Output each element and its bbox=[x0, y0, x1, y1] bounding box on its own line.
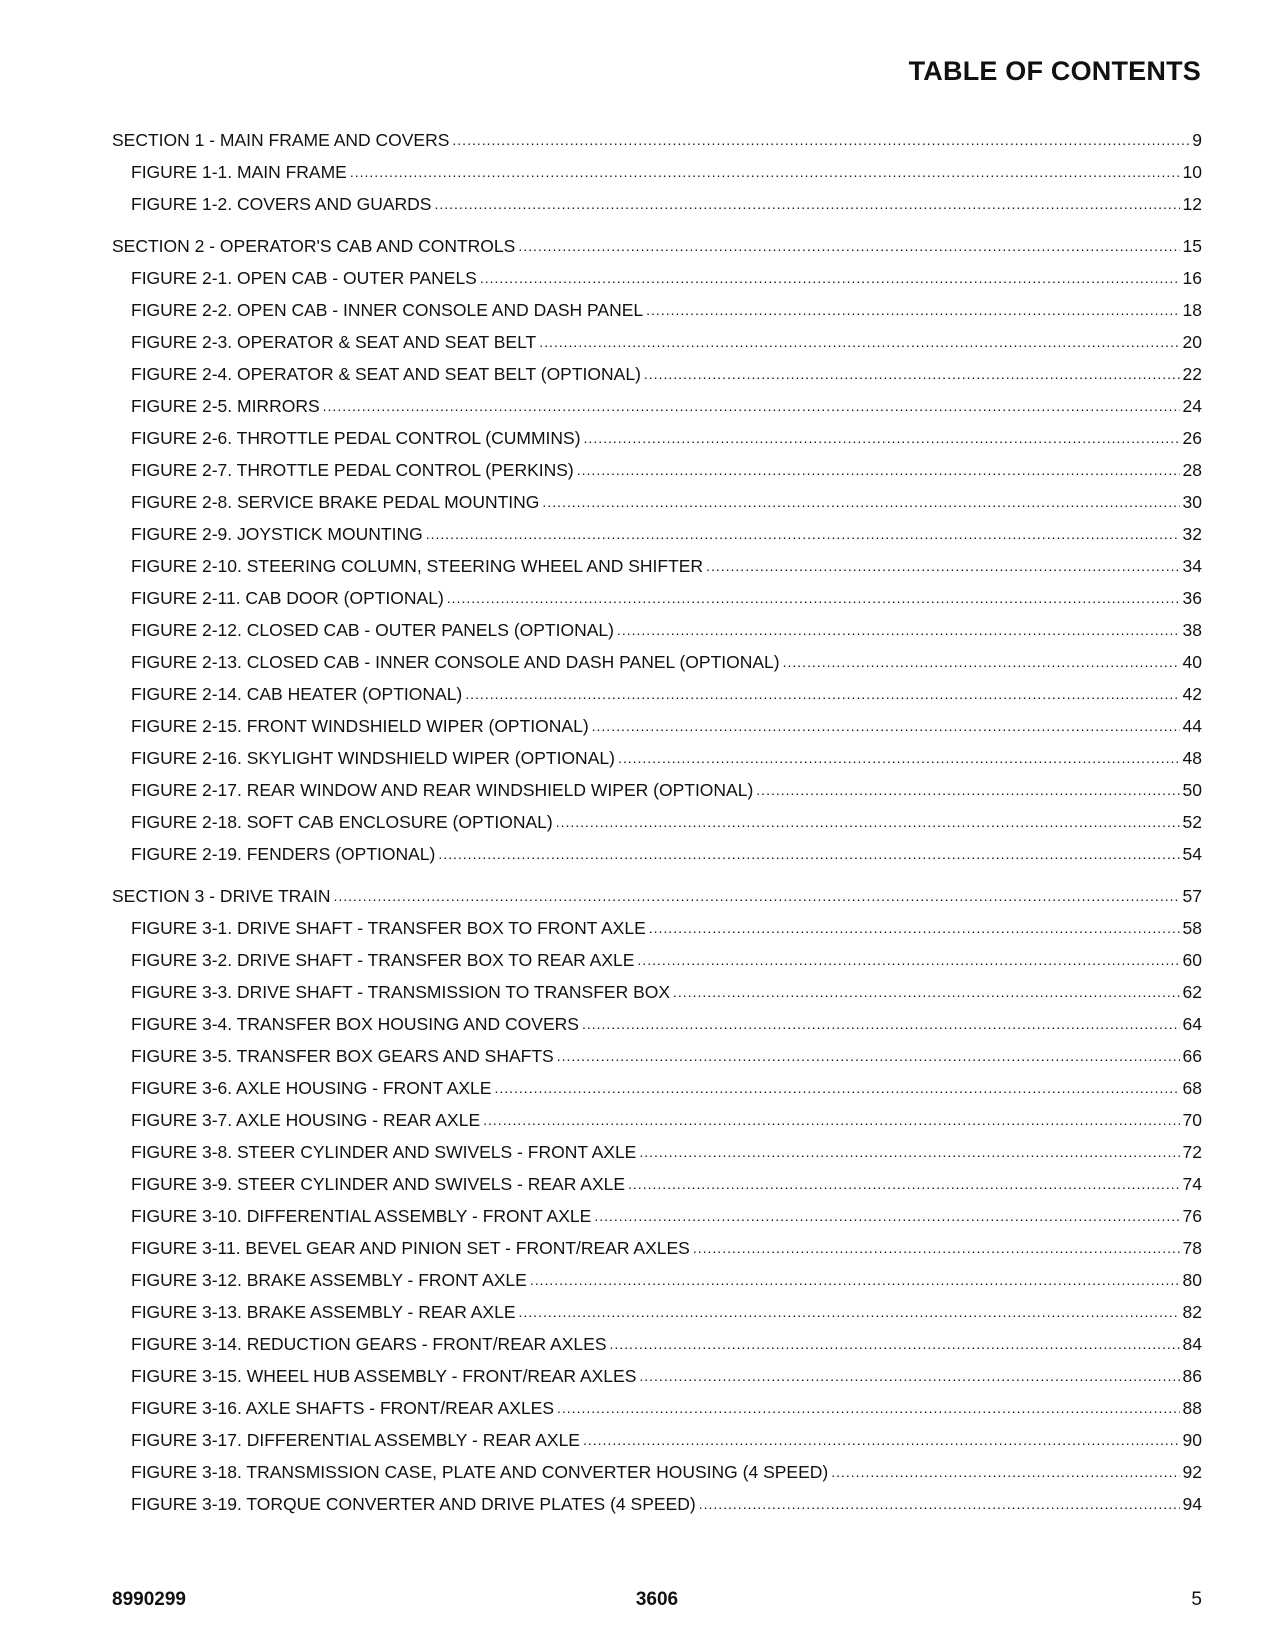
toc-entry-page: 90 bbox=[1182, 1430, 1202, 1450]
dot-leader bbox=[542, 491, 1179, 512]
toc-figure-entry[interactable] bbox=[112, 812, 1202, 844]
toc-entry-label: FIGURE 2-4. OPERATOR & SEAT AND SEAT BELT (OPTIONAL) bbox=[131, 364, 641, 384]
toc-entry-label: FIGURE 3-13. BRAKE ASSEMBLY - REAR AXLE bbox=[131, 1302, 516, 1322]
toc-entry-page: 18 bbox=[1182, 300, 1202, 320]
toc-entry-label: FIGURE 2-13. CLOSED CAB - INNER CONSOLE AND DASH PANEL (OPTIONAL) bbox=[131, 652, 780, 672]
dot-leader bbox=[452, 129, 1189, 150]
toc-figure-entry[interactable] bbox=[112, 396, 1202, 428]
toc-entry-page: 28 bbox=[1182, 460, 1202, 480]
toc-entry-label: FIGURE 2-5. MIRRORS bbox=[131, 396, 320, 416]
toc-entry-page: 72 bbox=[1182, 1142, 1202, 1162]
toc-entry-page: 12 bbox=[1182, 194, 1202, 214]
dot-leader bbox=[483, 1109, 1179, 1130]
toc-figure-entry[interactable] bbox=[112, 492, 1202, 524]
toc-entry-page: 74 bbox=[1182, 1174, 1202, 1194]
toc-figure-entry[interactable] bbox=[112, 1334, 1202, 1366]
toc-entry-label: FIGURE 2-11. CAB DOOR (OPTIONAL) bbox=[131, 588, 444, 608]
toc-entry-page: 52 bbox=[1182, 812, 1202, 832]
toc-figure-entry[interactable] bbox=[112, 1302, 1202, 1334]
toc-figure-entry[interactable] bbox=[112, 1206, 1202, 1238]
toc-entry-page: 42 bbox=[1182, 684, 1202, 704]
toc-entry-page: 32 bbox=[1182, 524, 1202, 544]
toc-entry-page: 24 bbox=[1182, 396, 1202, 416]
toc-figure-entry[interactable] bbox=[112, 684, 1202, 716]
toc-entry-label: FIGURE 3-12. BRAKE ASSEMBLY - FRONT AXLE bbox=[131, 1270, 527, 1290]
toc-entry-page: 26 bbox=[1182, 428, 1202, 448]
page-number: 5 bbox=[1191, 1589, 1202, 1610]
dot-leader bbox=[639, 1365, 1179, 1386]
toc-figure-entry[interactable] bbox=[112, 268, 1202, 300]
toc-figure-entry[interactable] bbox=[112, 1238, 1202, 1270]
toc-entry-label: FIGURE 3-16. AXLE SHAFTS - FRONT/REAR AXLES bbox=[131, 1398, 555, 1418]
toc-section-entry[interactable] bbox=[112, 236, 1202, 268]
toc-entry-label: FIGURE 3-10. DIFFERENTIAL ASSEMBLY - FRONT AXLE bbox=[131, 1206, 592, 1226]
toc-figure-entry[interactable] bbox=[112, 1494, 1202, 1526]
toc-figure-entry[interactable] bbox=[112, 194, 1202, 226]
toc-entry-label: FIGURE 3-1. DRIVE SHAFT - TRANSFER BOX TO FRONT AXLE bbox=[131, 918, 646, 938]
toc-entry-label: SECTION 3 - DRIVE TRAIN bbox=[112, 886, 331, 906]
toc-entry-label: FIGURE 3-5. TRANSFER BOX GEARS AND SHAFTS bbox=[131, 1046, 554, 1066]
toc-entry-label: FIGURE 2-17. REAR WINDOW AND REAR WINDSHIELD WIPER (OPTIONAL) bbox=[131, 780, 754, 800]
toc-entry-label: FIGURE 3-6. AXLE HOUSING - FRONT AXLE bbox=[131, 1078, 492, 1098]
toc-entry-page: 94 bbox=[1182, 1494, 1202, 1514]
table-of-contents bbox=[112, 130, 1202, 1526]
toc-entry-page: 34 bbox=[1182, 556, 1202, 576]
toc-entry-label: FIGURE 2-15. FRONT WINDSHIELD WIPER (OPTIONAL) bbox=[131, 716, 589, 736]
toc-figure-entry[interactable] bbox=[112, 1270, 1202, 1302]
toc-figure-entry[interactable] bbox=[112, 716, 1202, 748]
toc-entry-page: 50 bbox=[1182, 780, 1202, 800]
dot-leader bbox=[628, 1173, 1180, 1194]
toc-figure-entry[interactable] bbox=[112, 1462, 1202, 1494]
toc-entry-page: 9 bbox=[1192, 130, 1202, 150]
dot-leader bbox=[617, 619, 1180, 640]
toc-entry-label: FIGURE 1-2. COVERS AND GUARDS bbox=[131, 194, 432, 214]
dot-leader bbox=[673, 981, 1180, 1002]
toc-figure-entry[interactable] bbox=[112, 1046, 1202, 1078]
dot-leader bbox=[350, 161, 1180, 182]
toc-figure-entry[interactable] bbox=[112, 1430, 1202, 1462]
dot-leader bbox=[539, 331, 1179, 352]
dot-leader bbox=[333, 885, 1179, 906]
toc-figure-entry[interactable] bbox=[112, 1366, 1202, 1398]
toc-entry-label: FIGURE 3-11. BEVEL GEAR AND PINION SET - FRONT/REAR AXLES bbox=[131, 1238, 690, 1258]
toc-figure-entry[interactable] bbox=[112, 1078, 1202, 1110]
dot-leader bbox=[518, 235, 1179, 256]
dot-leader bbox=[706, 555, 1179, 576]
dot-leader bbox=[618, 747, 1180, 768]
toc-entry-page: 20 bbox=[1182, 332, 1202, 352]
page-title: TABLE OF CONTENTS bbox=[908, 56, 1201, 86]
document-number: 8990299 bbox=[112, 1589, 186, 1610]
toc-entry-label: FIGURE 2-12. CLOSED CAB - OUTER PANELS (OPTIONAL) bbox=[131, 620, 614, 640]
toc-figure-entry[interactable] bbox=[112, 950, 1202, 982]
dot-leader bbox=[465, 683, 1179, 704]
toc-figure-entry[interactable] bbox=[112, 844, 1202, 876]
toc-entry-page: 38 bbox=[1182, 620, 1202, 640]
dot-leader bbox=[557, 1045, 1180, 1066]
toc-entry-page: 60 bbox=[1182, 950, 1202, 970]
toc-entry-page: 58 bbox=[1182, 918, 1202, 938]
toc-entry-page: 70 bbox=[1182, 1110, 1202, 1130]
toc-entry-page: 36 bbox=[1182, 588, 1202, 608]
toc-entry-page: 64 bbox=[1182, 1014, 1202, 1034]
toc-entry-label: SECTION 1 - MAIN FRAME AND COVERS bbox=[112, 130, 450, 150]
dot-leader bbox=[693, 1237, 1180, 1258]
toc-figure-entry[interactable] bbox=[112, 780, 1202, 812]
dot-leader bbox=[323, 395, 1180, 416]
toc-entry-page: 30 bbox=[1182, 492, 1202, 512]
toc-figure-entry[interactable] bbox=[112, 162, 1202, 194]
dot-leader bbox=[480, 267, 1180, 288]
toc-figure-entry[interactable] bbox=[112, 588, 1202, 620]
toc-figure-entry[interactable] bbox=[112, 300, 1202, 332]
dot-leader bbox=[519, 1301, 1180, 1322]
toc-entry-label: FIGURE 3-8. STEER CYLINDER AND SWIVELS - FRONT AXLE bbox=[131, 1142, 637, 1162]
toc-entry-label: FIGURE 2-7. THROTTLE PEDAL CONTROL (PERKINS) bbox=[131, 460, 574, 480]
toc-entry-label: FIGURE 3-19. TORQUE CONVERTER AND DRIVE PLATES (4 SPEED) bbox=[131, 1494, 696, 1514]
toc-figure-entry[interactable] bbox=[112, 1174, 1202, 1206]
toc-entry-page: 68 bbox=[1182, 1078, 1202, 1098]
dot-leader bbox=[610, 1333, 1180, 1354]
toc-figure-entry[interactable] bbox=[112, 332, 1202, 364]
toc-section-entry[interactable] bbox=[112, 130, 1202, 162]
model-number: 3606 bbox=[635, 1589, 679, 1610]
toc-figure-entry[interactable] bbox=[112, 364, 1202, 396]
toc-entry-label: FIGURE 3-4. TRANSFER BOX HOUSING AND COVERS bbox=[131, 1014, 579, 1034]
toc-entry-label: FIGURE 3-18. TRANSMISSION CASE, PLATE AND CONVERTER HOUSING (4 SPEED) bbox=[131, 1462, 829, 1482]
toc-figure-entry[interactable] bbox=[112, 1398, 1202, 1430]
dot-leader bbox=[438, 843, 1179, 864]
toc-entry-label: FIGURE 2-18. SOFT CAB ENCLOSURE (OPTIONAL) bbox=[131, 812, 553, 832]
toc-figure-entry[interactable] bbox=[112, 982, 1202, 1014]
toc-figure-entry[interactable] bbox=[112, 556, 1202, 588]
toc-entry-label: FIGURE 3-3. DRIVE SHAFT - TRANSMISSION TO TRANSFER BOX bbox=[131, 982, 671, 1002]
dot-leader bbox=[644, 363, 1180, 384]
toc-entry-page: 88 bbox=[1182, 1398, 1202, 1418]
dot-leader bbox=[577, 459, 1180, 480]
toc-entry-page: 82 bbox=[1182, 1302, 1202, 1322]
toc-figure-entry[interactable] bbox=[112, 428, 1202, 460]
toc-figure-entry[interactable] bbox=[112, 652, 1202, 684]
dot-leader bbox=[637, 949, 1179, 970]
toc-entry-page: 62 bbox=[1182, 982, 1202, 1002]
dot-leader bbox=[583, 1429, 1180, 1450]
toc-entry-label: FIGURE 3-15. WHEEL HUB ASSEMBLY - FRONT/REAR AXLES bbox=[131, 1366, 637, 1386]
dot-leader bbox=[582, 1013, 1180, 1034]
toc-entry-page: 78 bbox=[1182, 1238, 1202, 1258]
dot-leader bbox=[584, 427, 1180, 448]
dot-leader bbox=[594, 1205, 1179, 1226]
page-footer bbox=[112, 1589, 1202, 1613]
toc-figure-entry[interactable] bbox=[112, 1110, 1202, 1142]
toc-entry-label: FIGURE 3-2. DRIVE SHAFT - TRANSFER BOX TO REAR AXLE bbox=[131, 950, 635, 970]
toc-entry-label: FIGURE 2-1. OPEN CAB - OUTER PANELS bbox=[131, 268, 477, 288]
dot-leader bbox=[646, 299, 1179, 320]
toc-entry-label: FIGURE 1-1. MAIN FRAME bbox=[131, 162, 347, 182]
toc-entry-label: FIGURE 2-19. FENDERS (OPTIONAL) bbox=[131, 844, 436, 864]
toc-entry-page: 92 bbox=[1182, 1462, 1202, 1482]
toc-entry-page: 16 bbox=[1182, 268, 1202, 288]
toc-entry-page: 76 bbox=[1182, 1206, 1202, 1226]
toc-entry-label: FIGURE 2-9. JOYSTICK MOUNTING bbox=[131, 524, 423, 544]
toc-figure-entry[interactable] bbox=[112, 460, 1202, 492]
toc-entry-label: FIGURE 2-14. CAB HEATER (OPTIONAL) bbox=[131, 684, 463, 704]
toc-entry-label: FIGURE 2-8. SERVICE BRAKE PEDAL MOUNTING bbox=[131, 492, 540, 512]
toc-figure-entry[interactable] bbox=[112, 1142, 1202, 1174]
dot-leader bbox=[649, 917, 1180, 938]
toc-figure-entry[interactable] bbox=[112, 524, 1202, 556]
toc-entry-label: FIGURE 3-17. DIFFERENTIAL ASSEMBLY - REAR AXLE bbox=[131, 1430, 580, 1450]
toc-entry-page: 10 bbox=[1182, 162, 1202, 182]
dot-leader bbox=[447, 587, 1180, 608]
toc-figure-entry[interactable] bbox=[112, 1014, 1202, 1046]
toc-entry-page: 48 bbox=[1182, 748, 1202, 768]
toc-entry-page: 84 bbox=[1182, 1334, 1202, 1354]
toc-entry-page: 15 bbox=[1182, 236, 1202, 256]
toc-entry-label: FIGURE 2-16. SKYLIGHT WINDSHIELD WIPER (OPTIONAL) bbox=[131, 748, 615, 768]
dot-leader bbox=[556, 811, 1180, 832]
toc-figure-entry[interactable] bbox=[112, 918, 1202, 950]
toc-entry-label: FIGURE 2-3. OPERATOR & SEAT AND SEAT BELT bbox=[131, 332, 537, 352]
dot-leader bbox=[699, 1493, 1180, 1514]
dot-leader bbox=[783, 651, 1180, 672]
dot-leader bbox=[639, 1141, 1179, 1162]
toc-entry-label: FIGURE 3-9. STEER CYLINDER AND SWIVELS - REAR AXLE bbox=[131, 1174, 626, 1194]
toc-entry-label: FIGURE 2-6. THROTTLE PEDAL CONTROL (CUMMINS) bbox=[131, 428, 581, 448]
toc-entry-label: FIGURE 3-14. REDUCTION GEARS - FRONT/REAR AXLES bbox=[131, 1334, 607, 1354]
toc-entry-page: 86 bbox=[1182, 1366, 1202, 1386]
toc-entry-label: FIGURE 2-10. STEERING COLUMN, STEERING WHEEL AND SHIFTER bbox=[131, 556, 704, 576]
toc-entry-label: FIGURE 2-2. OPEN CAB - INNER CONSOLE AND DASH PANEL bbox=[131, 300, 644, 320]
toc-entry-label: SECTION 2 - OPERATOR'S CAB AND CONTROLS bbox=[112, 236, 516, 256]
toc-entry-page: 66 bbox=[1182, 1046, 1202, 1066]
toc-entry-page: 40 bbox=[1182, 652, 1202, 672]
dot-leader bbox=[831, 1461, 1179, 1482]
dot-leader bbox=[592, 715, 1180, 736]
toc-entry-page: 44 bbox=[1182, 716, 1202, 736]
toc-entry-page: 80 bbox=[1182, 1270, 1202, 1290]
dot-leader bbox=[557, 1397, 1180, 1418]
toc-entry-page: 57 bbox=[1182, 886, 1202, 906]
dot-leader bbox=[756, 779, 1179, 800]
toc-entry-page: 54 bbox=[1182, 844, 1202, 864]
dot-leader bbox=[530, 1269, 1180, 1290]
toc-entry-label: FIGURE 3-7. AXLE HOUSING - REAR AXLE bbox=[131, 1110, 481, 1130]
toc-entry-page: 22 bbox=[1182, 364, 1202, 384]
dot-leader bbox=[426, 523, 1180, 544]
dot-leader bbox=[494, 1077, 1179, 1098]
toc-figure-entry[interactable] bbox=[112, 620, 1202, 652]
toc-figure-entry[interactable] bbox=[112, 748, 1202, 780]
toc-section-entry[interactable] bbox=[112, 886, 1202, 918]
dot-leader bbox=[434, 193, 1179, 214]
